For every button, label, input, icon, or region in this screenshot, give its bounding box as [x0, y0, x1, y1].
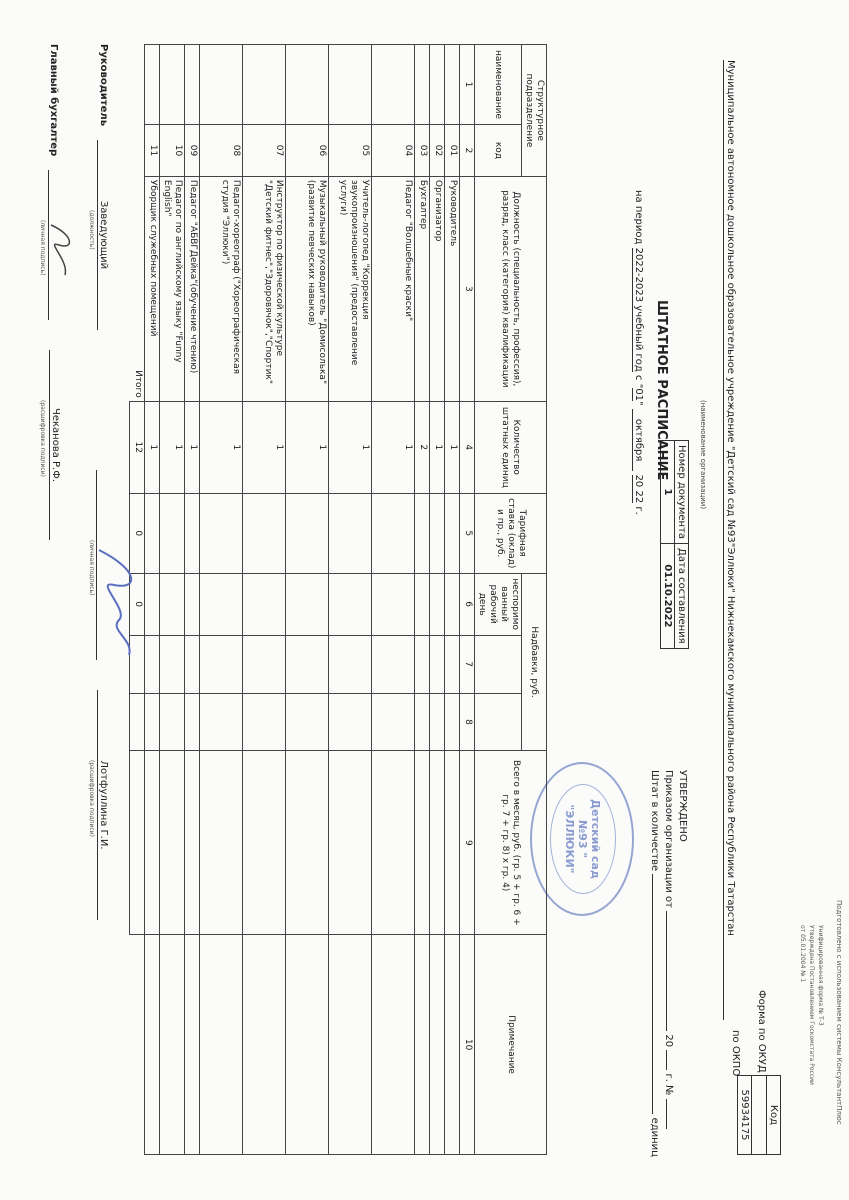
header-allowance-3 [475, 693, 522, 751]
form-info: Унифицированная форма № Т-3 Утверждена Постановлением Госкомстата России от 05.01.2004 № 1 [799, 925, 824, 1085]
okpo-value: 59934175 [738, 1076, 752, 1155]
doc-date: 01.10.2022 [661, 544, 675, 649]
column-numbers-row: 1 2 3 4 5 6 7 8 9 10 [460, 45, 475, 1155]
table-row: 05 Учитель-логопед "Коррекция звукопроизношения" (предоставление услуги) 1 [329, 45, 372, 1155]
table-row: 02 Организатор 1 [430, 45, 445, 1155]
okud-label: Форма по ОКУД [756, 990, 767, 1073]
code-box [737, 1075, 781, 1155]
header-count: Количество штатных единиц [475, 401, 547, 493]
header-name: наименование [475, 45, 522, 125]
position-caption: (должность) [88, 210, 95, 250]
header-position: Должность (специальность, профессия), разряд, класс (категория) квалификации [475, 176, 547, 401]
total-row: Итого 12 0 0 [130, 45, 145, 1155]
header-structure: Структурное подразделение [522, 45, 547, 177]
table-row: 10 Педагог по английскому языку "Funny English" 1 [160, 45, 185, 1155]
accountant-label: Главный бухгалтер [48, 44, 59, 157]
accountant-signature [43, 220, 79, 280]
head-decode-caption: (расшифровка подписи) [88, 760, 95, 837]
head-signature [89, 540, 149, 660]
staff-table [129, 44, 547, 1155]
header-code: код [475, 124, 522, 176]
accountant-decode-caption: (расшифровка подписи) [39, 400, 46, 477]
doc-date-header: Дата составления [675, 544, 689, 649]
head-position: Заведующий [97, 140, 109, 330]
head-sign-caption: (личная подпись) [88, 540, 95, 596]
table-row: 11 Уборщик служебных помещений 1 [145, 45, 160, 1155]
header-total: Всего в месяц, руб. (гр. 5 + гр. 6 + гр. 7 + гр. 8) х гр. 4) [475, 751, 547, 935]
head-label: Руководитель [98, 44, 109, 127]
table-row: 04 Педагог "Волшебные краски" 1 [372, 45, 415, 1155]
header-rate: Тарифная ставка (оклад) и пр., руб. [475, 493, 547, 573]
consultant-note: Подготовлено с использованием системы КонсультантПлюс [835, 900, 843, 1125]
table-row: 03 Бухгалтер 2 [415, 45, 430, 1155]
accountant-name: Чеканова Р.Ф. [49, 350, 61, 540]
header-allowances: Надбавки, руб. [522, 573, 547, 751]
okud-value [752, 1076, 767, 1155]
table-row: 09 Педагог "АБВГДейка"(обучение чтению) 1 [185, 45, 200, 1155]
head-name: Лотфуллина Г.И. [97, 690, 109, 920]
okpo-label: по ОКПО [730, 1030, 741, 1077]
table-row: 06 Музыкальный руководитель "Домисолька" (развитие певческих навыков) 1 [286, 45, 329, 1155]
table-row: 07 Инструктор по физической культуре "Детский фитнес","Здоровячок","Спортик" 1 [243, 45, 286, 1155]
doc-number: 1 [661, 441, 675, 544]
table-row: 01 Руководитель 1 [445, 45, 460, 1155]
organization-name: Муниципальное автономное дошкольное образовательное учреждение "Детский сад №93"Эллюки" Нижнекамского муниципального района Республики Татарстан [723, 60, 737, 1020]
accountant-sign-caption: (личная подпись) [39, 220, 46, 276]
organization-stamp: Детский сад №93 " "ЭЛЛЮКИ" [530, 762, 634, 916]
header-allowance-1: неспоримо ванный рабочий день [475, 573, 522, 635]
organization-caption: (наименование организации) [699, 400, 707, 510]
doc-number-header: Номер документа [675, 441, 689, 544]
code-header: Код [767, 1076, 781, 1155]
approval-block: УТВЕРЖДЕНО Приказом организации от 20 г. № Штат в количестве единиц [649, 770, 688, 1157]
period-line: на период 2022-2023 учебный год с "01" октября 20 22 г. [633, 190, 644, 515]
document-title: ШТАТНОЕ РАСПИСАНИЕ [654, 300, 669, 481]
header-note: Примечание [475, 935, 547, 1155]
table-row: 08 Педагог-хореограф ("Хореографическая студия "Эллюки") 1 [200, 45, 243, 1155]
header-allowance-2 [475, 635, 522, 693]
